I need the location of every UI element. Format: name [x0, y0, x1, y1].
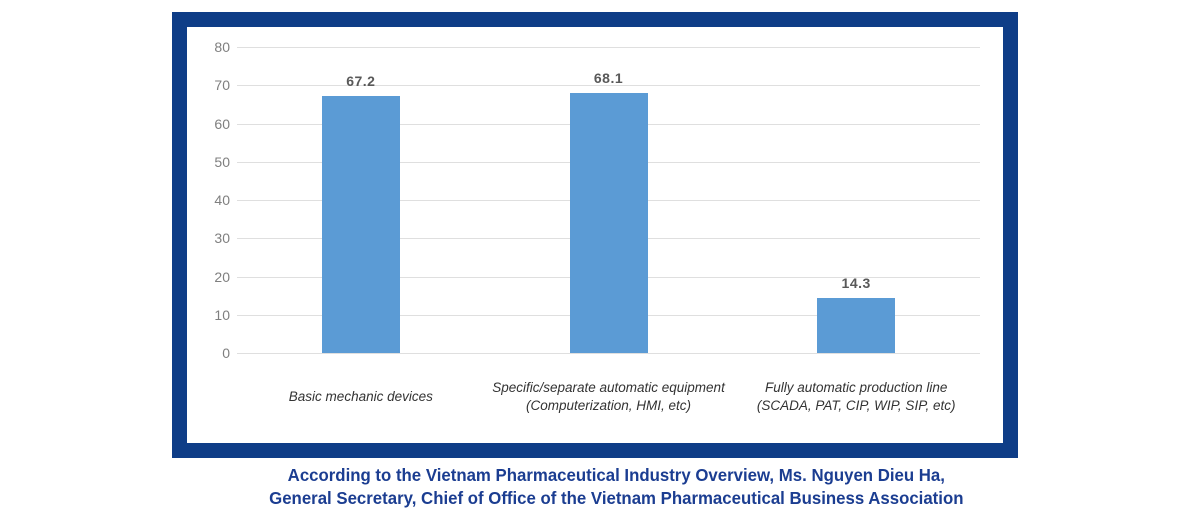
y-tick-label: 20	[214, 268, 230, 285]
plot-area	[237, 47, 980, 353]
y-tick-label: 60	[214, 115, 230, 132]
category-labels	[237, 365, 980, 429]
bar	[570, 93, 648, 353]
bar-chart	[187, 27, 1003, 443]
category-label: Specific/separate automatic equipment (Computerization, HMI, etc)	[492, 380, 725, 413]
category-label: Basic mechanic devices	[288, 389, 433, 404]
y-tick-label: 50	[214, 153, 230, 170]
category-label: Fully automatic production line (SCADA, PAT, CIP, WIP, SIP, etc)	[756, 380, 956, 413]
y-tick-label: 40	[214, 192, 230, 208]
y-tick-label: 0	[222, 345, 230, 361]
caption-line-2: General Secretary, Chief of Office of the Vietnam Pharmaceutical Business Association	[269, 488, 964, 508]
caption-line-1: According to the Vietnam Pharmaceutical Industry Overview, Ms. Nguyen Dieu Ha,	[287, 465, 945, 485]
chart-frame	[172, 12, 1018, 458]
bar	[817, 298, 895, 353]
y-tick-label: 70	[214, 77, 230, 94]
y-tick-label: 10	[214, 306, 230, 323]
bar-value-label: 14.3	[841, 275, 871, 292]
chart-caption	[24, 464, 1176, 510]
gridline	[237, 353, 980, 354]
y-tick-label: 30	[214, 230, 230, 247]
gridline	[237, 47, 980, 48]
bar-value-label: 68.1	[593, 69, 624, 86]
y-tick-label: 80	[214, 39, 230, 55]
bar-value-label: 67.2	[346, 72, 376, 89]
bar	[322, 96, 400, 353]
